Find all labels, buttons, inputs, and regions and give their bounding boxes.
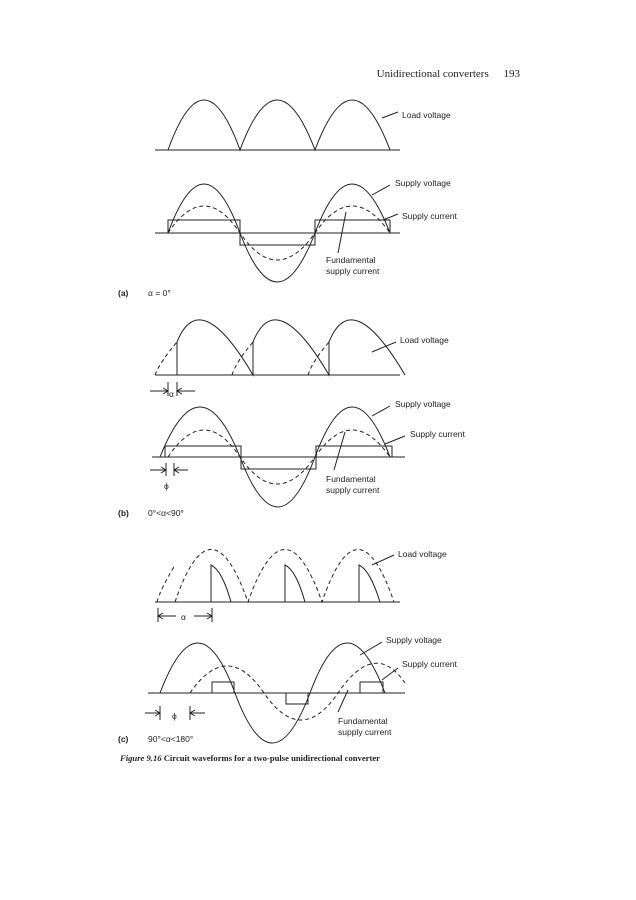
leader-supply-voltage-a bbox=[372, 185, 390, 195]
label-supply-current-a: Supply current bbox=[402, 211, 457, 221]
caption-text: Circuit waveforms for a two-pulse unidirectional converter bbox=[163, 753, 380, 763]
leader-load-a bbox=[382, 112, 398, 118]
alpha-arrow-right-c bbox=[194, 613, 212, 619]
leader-supply-current-a bbox=[383, 214, 398, 220]
label-fundamental-b-1: Fundamental bbox=[326, 474, 376, 484]
leader-fundamental-b bbox=[334, 432, 345, 470]
label-fundamental-a-2: supply current bbox=[326, 266, 380, 276]
phi-arrow-right-b bbox=[174, 467, 188, 473]
leader-supply-voltage-c bbox=[360, 642, 382, 655]
panel-tag-c: (c) bbox=[118, 734, 129, 744]
alpha-arrow-left-b bbox=[150, 388, 168, 394]
label-fundamental-c-2: supply current bbox=[338, 727, 392, 737]
phi-arrow-left-c bbox=[145, 710, 160, 716]
header-title: Unidirectional converters bbox=[376, 68, 489, 80]
panel-condition-b: 0°<α<90° bbox=[148, 508, 184, 518]
label-supply-voltage-b: Supply voltage bbox=[395, 399, 451, 409]
panel-tag-a: (a) bbox=[118, 288, 129, 298]
panel-condition-a: α = 0° bbox=[148, 288, 171, 298]
figure-caption bbox=[120, 753, 540, 763]
label-supply-current-b: Supply current bbox=[410, 429, 465, 439]
label-alpha-b: α bbox=[169, 389, 174, 399]
phi-arrow-right-c bbox=[190, 710, 205, 716]
label-fundamental-a-1: Fundamental bbox=[326, 255, 376, 265]
alpha-arrow-right-b bbox=[177, 388, 195, 394]
prior-half-b bbox=[155, 342, 177, 375]
panel-condition-c: 90°<α<180° bbox=[148, 734, 194, 744]
panel-tag-b: (b) bbox=[118, 508, 129, 518]
leader-load-c bbox=[372, 555, 394, 565]
label-supply-voltage-c: Supply voltage bbox=[386, 635, 442, 645]
label-load-voltage-a: Load voltage bbox=[402, 110, 451, 120]
caption-figure-number: Figure 9.16 bbox=[120, 753, 162, 763]
label-phi-c: ϕ bbox=[172, 711, 177, 721]
label-load-voltage-b: Load voltage bbox=[400, 335, 449, 345]
phi-arrow-left-b bbox=[150, 467, 166, 473]
load-voltage-c bbox=[211, 565, 380, 602]
page-number: 193 bbox=[503, 68, 520, 80]
fundamental-current-c bbox=[190, 663, 405, 720]
load-voltage-a bbox=[168, 100, 390, 150]
label-supply-voltage-a: Supply voltage bbox=[395, 178, 451, 188]
label-fundamental-b-2: supply current bbox=[326, 485, 380, 495]
label-fundamental-c-1: Fundamental bbox=[338, 716, 388, 726]
label-supply-current-c: Supply current bbox=[402, 659, 457, 669]
label-phi-b: ϕ bbox=[164, 481, 169, 491]
leader-supply-current-c bbox=[382, 668, 398, 680]
leader-supply-current-b bbox=[385, 436, 405, 444]
label-alpha-c: α bbox=[181, 612, 186, 622]
leader-supply-voltage-b bbox=[372, 406, 390, 416]
alpha-arrow-left-c bbox=[158, 613, 176, 619]
label-load-voltage-c: Load voltage bbox=[398, 549, 447, 559]
load-voltage-b bbox=[177, 320, 405, 375]
blocked-part-c0 bbox=[157, 565, 175, 602]
